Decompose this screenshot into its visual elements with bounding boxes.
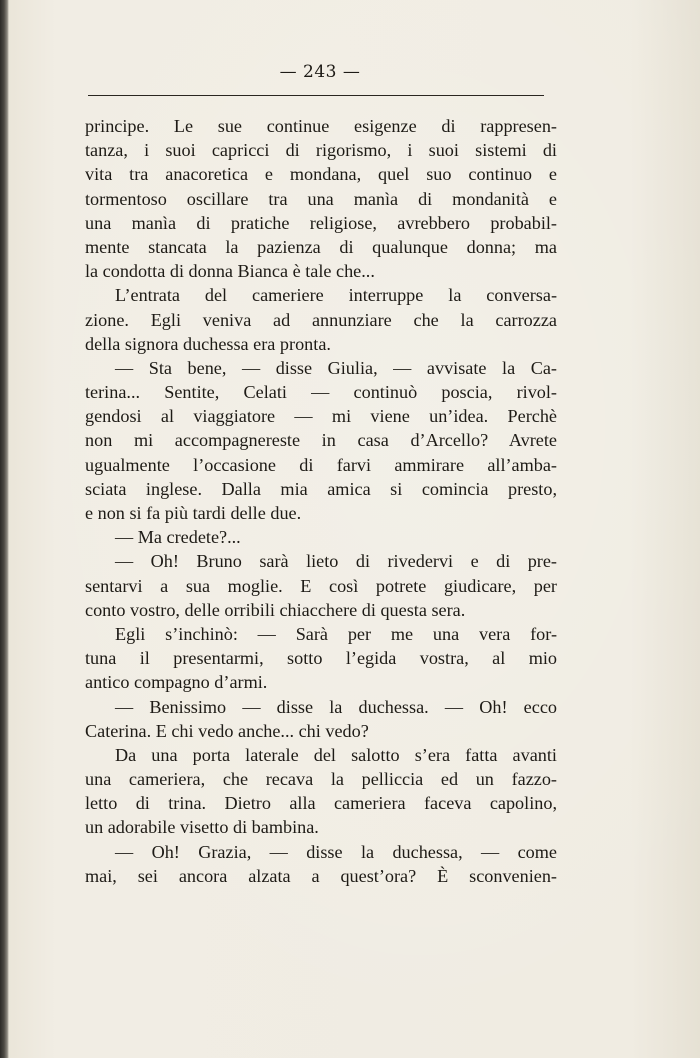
text-line: vita tra anacoretica e mondana, quel suo continuo e	[85, 164, 557, 185]
text-line: — Benissimo — disse la duchessa. — Oh! ecco	[115, 696, 557, 717]
text-line: ugualmente l’occasione di farvi ammirare all’amba-	[85, 454, 557, 475]
text-line: gendosi al viaggiatore — mi viene un’idea. Perchè	[85, 406, 557, 427]
text-line: della signora duchessa era pronta.	[85, 333, 331, 354]
text-line: L’entrata del cameriere interruppe la conversa-	[115, 285, 557, 306]
text-line: tanza, i suoi capricci di rigorismo, i suoi sistemi di	[85, 140, 557, 161]
text-line: terina... Sentite, Celati — continuò poscia, rivol-	[85, 382, 557, 403]
text-line: mente stancata la pazienza di qualunque donna; ma	[85, 236, 557, 257]
text-line: — Oh! Grazia, — disse la duchessa, — come	[115, 841, 557, 862]
text-line: zione. Egli veniva ad annunziare che la carrozza	[85, 309, 557, 330]
text-line: tuna il presentarmi, sotto l’egida vostra, al mio	[85, 648, 557, 669]
text-line: una manìa di pratiche religiose, avrebbero probabil-	[85, 212, 557, 233]
text-line: mai, sei ancora alzata a quest’ora? È sconvenien-	[85, 865, 557, 886]
page-number: — 243 —	[279, 62, 361, 82]
text-line: la condotta di donna Bianca è tale che...	[85, 261, 375, 282]
text-line: una cameriera, che recava la pelliccia ed un fazzo-	[85, 769, 557, 790]
text-line: tormentoso oscillare tra una manìa di mondanità e	[85, 188, 557, 209]
text-line: conto vostro, delle orribili chiacchere di questa sera.	[85, 599, 466, 620]
text-line: sciata inglese. Dalla mia amica si comincia presto,	[85, 478, 557, 499]
text-line: Da una porta laterale del salotto s’era fatta avanti	[115, 744, 557, 765]
text-line: letto di trina. Dietro alla cameriera faceva capolino,	[85, 793, 557, 814]
text-line: — Ma credete?...	[115, 527, 241, 548]
header-rule	[88, 95, 544, 96]
text-line: principe. Le sue continue esigenze di rappresen-	[85, 116, 557, 136]
text-line: — Sta bene, — disse Giulia, — avvisate la Ca-	[115, 357, 557, 378]
text-line: Egli s’inchinò: — Sarà per me una vera for-	[115, 623, 557, 644]
text-line: Caterina. E chi vedo anche... chi vedo?	[85, 720, 369, 741]
text-line: — Oh! Bruno sarà lieto di rivedervi e di pre-	[115, 551, 557, 572]
text-line: un adorabile visetto di bambina.	[85, 817, 319, 838]
body-text	[85, 114, 557, 888]
text-line: sentarvi a sua moglie. E così potrete giudicare, per	[85, 575, 557, 596]
text-line: antico compagno d’armi.	[85, 672, 268, 693]
text-line: non mi accompagnereste in casa d’Arcello? Avrete	[85, 430, 557, 451]
book-binding-edge	[0, 0, 9, 1058]
text-line: e non si fa più tardi delle due.	[85, 503, 302, 523]
